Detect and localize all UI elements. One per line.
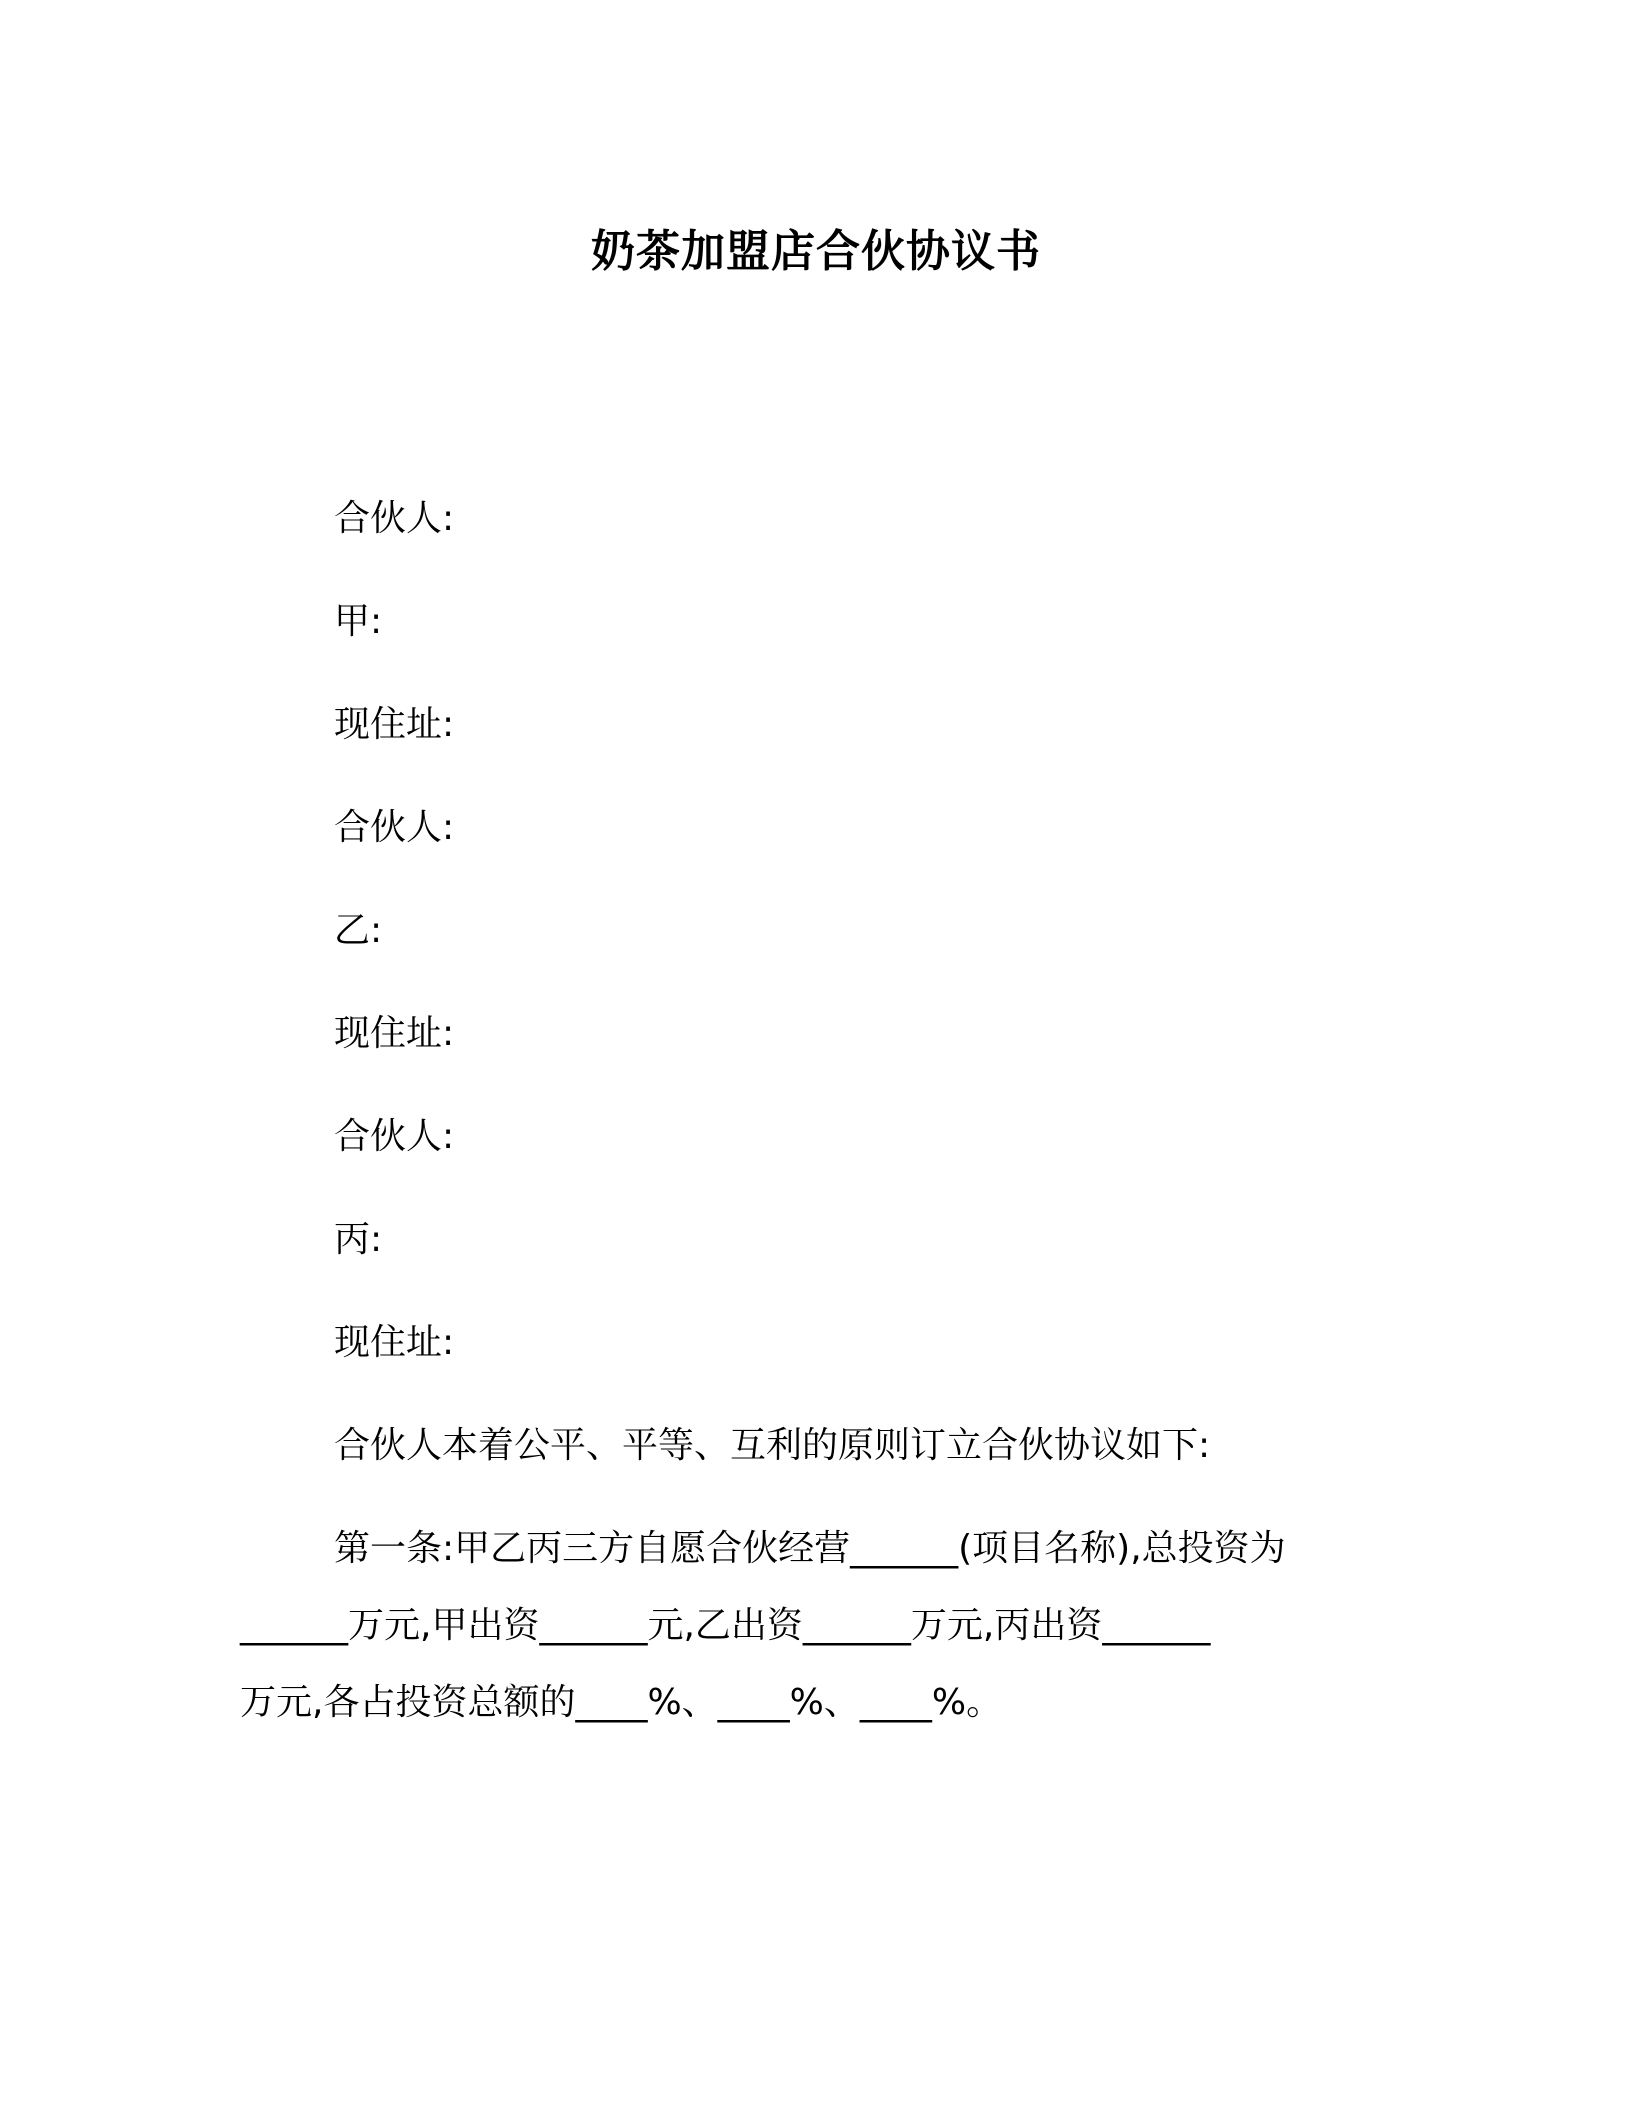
party-a-label: 甲: <box>334 601 383 642</box>
partner-label-1: 合伙人: <box>334 498 455 539</box>
document-title: 奶茶加盟店合伙协议书 <box>591 226 1041 277</box>
party-b-label: 乙: <box>334 910 383 951</box>
article-1-line-3: 万元,各占投资总额的____%、____%、____%。 <box>240 1682 1003 1723</box>
party-c-label: 丙: <box>334 1219 383 1260</box>
partner-label-2: 合伙人: <box>334 807 455 848</box>
address-label-3: 现住址: <box>334 1322 455 1363</box>
article-1 <box>240 1510 1380 1741</box>
address-label-2: 现住址: <box>334 1013 455 1054</box>
address-label-1: 现住址: <box>334 704 455 745</box>
intro-paragraph: 合伙人本着公平、平等、互利的原则订立合伙协议如下: <box>334 1425 1211 1466</box>
partner-label-3: 合伙人: <box>334 1116 455 1157</box>
article-1-line-2: ______万元,甲出资______元,乙出资______万元,丙出资______ <box>240 1605 1211 1646</box>
article-1-line-1: 第一条:甲乙丙三方自愿合伙经营______(项目名称),总投资为 <box>334 1528 1286 1569</box>
